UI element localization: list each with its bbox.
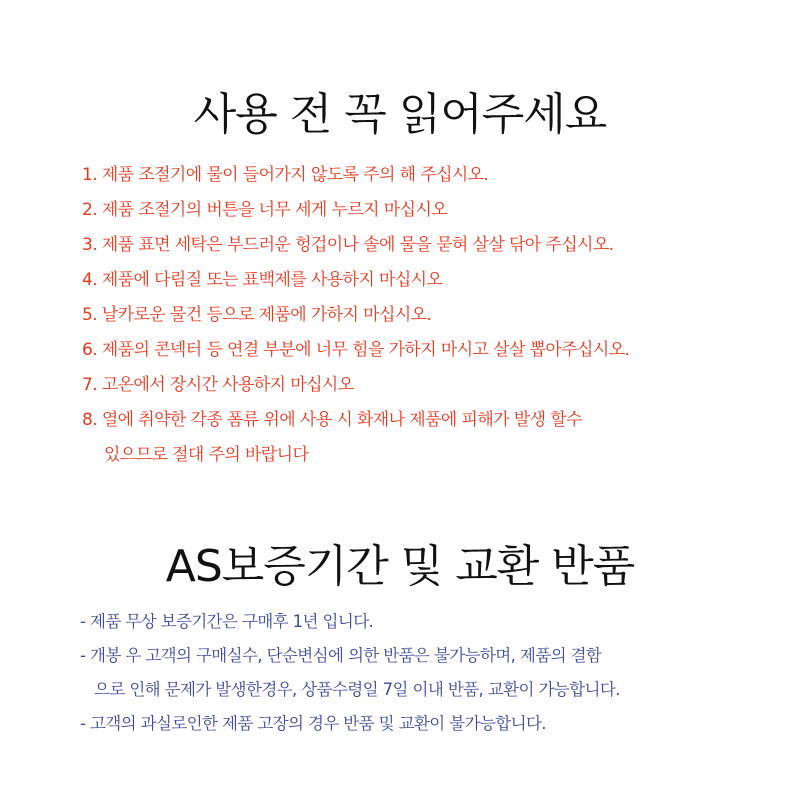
- notice-item-8: 8. 열에 취약한 각종 폼류 위에 사용 시 화재나 제품에 피해가 발생 할수: [82, 410, 582, 430]
- warranty-item-2-continued: 으로 인해 문제가 발생한경우, 상품수령일 7일 이내 반품, 교환이 가능합니다.: [94, 680, 620, 699]
- notice-item-2: 2. 제품 조절기의 버튼을 너무 세게 누르지 마십시오: [82, 200, 448, 220]
- warranty-item-2: - 개봉 우 고객의 구매실수, 단순변심에 의한 반품은 불가능하며, 제품의 결함: [80, 646, 602, 665]
- notice-item-5: 5. 날카로운 물건 등으로 제품에 가하지 마십시오.: [82, 305, 432, 325]
- notice-item-1: 1. 제품 조절기에 물이 들어가지 않도록 주의 해 주십시오.: [82, 165, 489, 185]
- notice-item-3: 3. 제품 표면 세탁은 부드러운 헝겁이나 솔에 물을 묻혀 살살 닦아 주십시오.: [82, 235, 614, 255]
- warranty-item-1: - 제품 무상 보증기간은 구매후 1년 입니다.: [80, 612, 374, 631]
- warranty-item-3: - 고객의 과실로인한 제품 고장의 경우 반품 및 교환이 불가능합니다.: [80, 714, 546, 733]
- notice-item-8-continued: 있으므로 절대 주의 바랍니다: [104, 445, 309, 465]
- warranty-title: AS보증기간 및 교환 반품: [165, 541, 635, 592]
- notice-item-4: 4. 제품에 다림질 또는 표백제를 사용하지 마십시오: [82, 270, 443, 290]
- notice-list: [82, 158, 772, 473]
- notice-item-7: 7. 고온에서 장시간 사용하지 마십시오: [82, 375, 354, 395]
- warranty-list: [80, 605, 780, 741]
- notice-title: 사용 전 꼭 읽어주세요: [193, 89, 607, 140]
- notice-item-6: 6. 제품의 콘넥터 등 연결 부분에 너무 힘을 가하지 마시고 살살 뽑아주십시오.: [82, 340, 630, 360]
